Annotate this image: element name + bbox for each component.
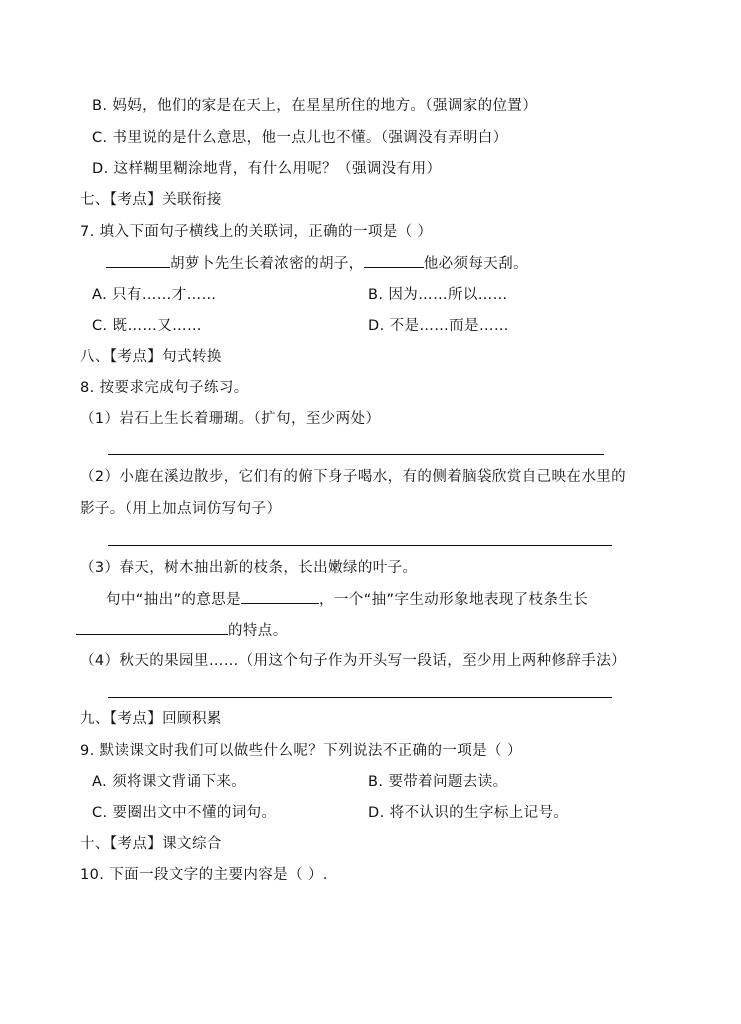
q7-blank-2[interactable] (364, 253, 424, 268)
section-8-title: 八、【考点】句式转换 (80, 349, 222, 365)
q9-option-d: D. 将不认识的生字标上记号。 (368, 805, 569, 821)
q7-sentence (106, 253, 528, 274)
section-7-title: 七、【考点】关联衔接 (80, 192, 222, 208)
q7-blank-1[interactable] (106, 253, 170, 268)
q8-part-2-line-1: （2）小鹿在溪边散步，它们有的俯下身子喝水，有的侧着脑袋欣赏自己映在水里的 (80, 469, 627, 485)
q8-part-3-question-c: 的特点。 (228, 623, 288, 639)
q7-sentence-part-b: 他必须每天刮。 (423, 256, 529, 272)
q7-sentence-part-a: 胡萝卜先生长着浓密的胡子， (170, 256, 364, 272)
q8-part-2-answer-line[interactable] (108, 545, 612, 546)
q8-part-3: （3）春天，树木抽出新的枝条，长出嫩绿的叶子。 (80, 560, 418, 576)
q8-part-3-question-b: ，一个“抽”字生动形象地表现了枝条生长 (319, 592, 589, 608)
q8-part-3-question-cont (76, 620, 288, 641)
q9-option-b: B. 要带着问题去读。 (368, 774, 508, 790)
q7-option-a: A. 只有……才…… (92, 287, 217, 303)
q8-part-2-line-2: 影子。（用上加点词仿写句子） (80, 501, 282, 517)
q9-option-a: A. 须将课文背诵下来。 (92, 774, 247, 790)
q6-option-b: B. 妈妈，他们的家是在天上，在星星所住的地方。（强调家的位置） (92, 98, 538, 114)
q9-stem: 9. 默读课文时我们可以做些什么呢？下列说法不正确的一项是（ ） (80, 743, 522, 759)
q8-part-3-blank-1[interactable] (241, 589, 319, 604)
q6-option-c: C. 书里说的是什么意思，他一点儿也不懂。（强调没有弄明白） (92, 130, 508, 146)
q8-part-3-question (106, 589, 588, 610)
q8-part-3-blank-2[interactable] (76, 620, 228, 635)
q7-option-b: B. 因为……所以…… (368, 287, 508, 303)
q8-part-3-question-a: 句中“抽出”的意思是 (106, 592, 242, 608)
section-9-title: 九、【考点】回顾积累 (80, 711, 222, 727)
q8-part-1: （1）岩石上生长着珊瑚。（扩句，至少两处） (80, 411, 381, 427)
q8-part-4-answer-line[interactable] (108, 697, 612, 698)
q10-stem: 10. 下面一段文字的主要内容是（ ）. (80, 867, 328, 883)
q8-part-1-answer-line[interactable] (108, 454, 604, 455)
q7-option-c: C. 既……又…… (92, 318, 202, 334)
q6-option-d: D. 这样糊里糊涂地背，有什么用呢？（强调没有用） (92, 161, 442, 177)
section-10-title: 十、【考点】课文综合 (80, 836, 222, 852)
q8-stem: 8. 按要求完成句子练习。 (80, 380, 249, 396)
q7-option-d: D. 不是……而是…… (368, 318, 509, 334)
q9-option-c: C. 要圈出文中不懂的词句。 (92, 805, 277, 821)
q7-stem: 7. 填入下面句子横线上的关联词，正确的一项是（ ） (80, 224, 433, 240)
q8-part-4: （4）秋天的果园里……（用这个句子作为开头写一段话，至少用上两种修辞手法） (80, 653, 627, 669)
